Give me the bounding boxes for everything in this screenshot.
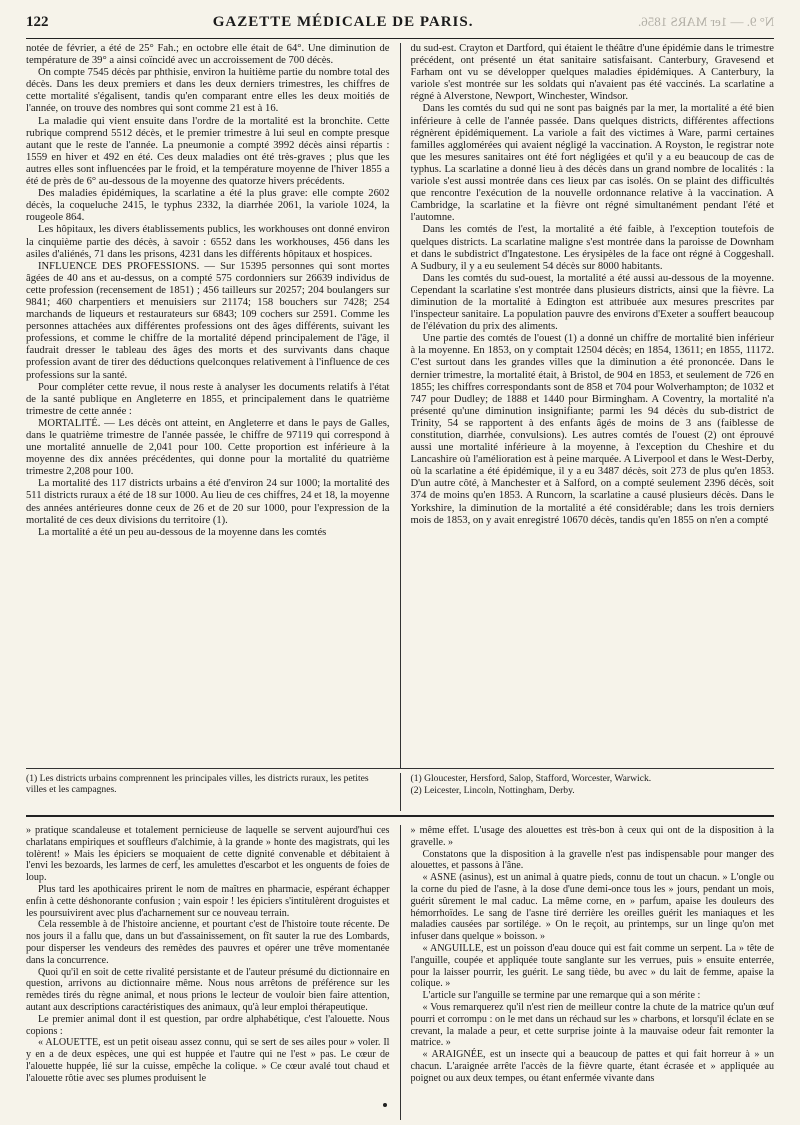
- footnotes-right: [411, 773, 775, 811]
- paragraph: Pour compléter cette revue, il nous reste à analyser les documents relatifs à l'état de la santé publique en Angleterre en 1855, et principalement dans le quatrième trimestre de cette année :: [26, 381, 390, 417]
- paragraph: « Vous remarquerez qu'il n'est rien de meilleur contre la chute de la matrice qu'un œuf pourri et corrompu : on le met dans un réchaud sur les » charbons, et lorsqu'il éclate en se crevant, la malade a peur, et cette surprise jointe à la mauvaise odeur fait remonter la matrice. »: [410, 1001, 774, 1049]
- paragraph: Plus tard les apothicaires prirent le nom de maîtres en pharmacie, espérant échapper enfin à cette déshonorante confusion ; vain espoir ! les épiciers s'intitulèrent droguistes et les poursuivirent avec plus d'acharnement sur ce nouveau terrain.: [26, 883, 390, 919]
- paragraph: » même effet. L'usage des alouettes est très-bon à ceux qui ont de la disposition à la gravelle. »: [410, 825, 774, 848]
- paragraph: On compte 7545 décès par phthisie, environ la huitième partie du nombre total des décès. Dans les deux premiers et dans les deux derniers trimestres, les chiffres de cette mortalité s'égalisent, tandis qu'en comparant entre elles les deux moitiés de l'année, on trouve des nombres qui sont comme 21 est à 16.: [26, 67, 390, 115]
- paragraph: Des maladies épidémiques, la scarlatine a été la plus grave: elle compte 2602 décès, la coqueluche 2415, le typhus 2332, la diarrhée 2061, la variole 1024, la rougeole 864.: [26, 188, 390, 224]
- paragraph: Une partie des comtés de l'ouest (1) a donné un chiffre de mortalité bien inférieur à la moyenne. En 1853, on y comptait 12504 décès; en 1854, 13611; en 1855, 11172. C'est surtout dans les grandes villes que la diminution a été prononcée. Dans le dernier trimestre, la mortalité était, à Bristol, de 904 en 1853, et seulement de 726 en 1855; les chiffres correspondants sont de 858 et 704 pour Wolverhampton; de 1032 et 747 pour Dudley; de 1888 et 1440 pour Birmingham. A Coventry, la mortalité n'a présenté qu'une diminution insignifiante; parmi les 94 décès du sub-district de Trinity, 54 se rapportent à des enfants âgés de moins de 3 ans (faiblesse de constitution, diarrhée, convulsions). Les autres comtés de l'ouest (2) ont éprouvé aussi une mortalité inférieure à la moyenne, à l'exception du Cheshire et du Lancashire où l'amélioration est à peine marquée. A Liverpool et dans le West-Derby, où la scarlatine a été épidémique, il y a eu 3487 décès, soit 273 de plus qu'en 1853. D'un autre côté, à Manchester et à Salford, on a compté seulement 2396 décès, soit 374 de moins qu'en 1853. A Runcorn, la scarlatine a causé plusieurs décès. Dans le Yorkshire, la diminution de la mortalité a été considérable; dans les trois derniers mois de 1853, on y avait enregistré 10670 décès, tandis qu'en 1855 on n'en a compté: [410, 333, 774, 526]
- paragraph: Quoi qu'il en soit de cette rivalité persistante et de l'auteur présumé du dictionnaire en question, arrivons au dictionnaire même. Nous nous arrêtons de préférence sur les remèdes tirés du règne animal, et nous prions le lecteur de vouloir bien faire attention, autant aux descriptions caractéristiques des animaux, qu'à leur emploi thérapeutique.: [26, 966, 390, 1013]
- page-number: 122: [26, 14, 49, 30]
- column-rule: [400, 43, 401, 768]
- feuilleton-left-column: [26, 825, 390, 1120]
- paragraph-araignee: « ARAIGNÉE, est un insecte qui a beaucoup de pattes et qui fait horreur à » un chacun. L'araignée arrête l'accès de la fièvre quarte, étant écrasée et » appliquée au poignet ou aux deux tempes, ou étant enfermée vivante dans: [410, 1049, 774, 1084]
- paragraph: notée de février, a été de 25° Fah.; en octobre elle était de 64°. Une diminution de température de 39° a ainsi coïncidé avec un accroissement de 700 décès.: [26, 43, 390, 67]
- paragraph: Dans les comtés du sud-ouest, la mortalité a été aussi au-dessous de la moyenne. Cependant la scarlatine s'est montrée dans plusieurs districts, ainsi que la fièvre. La diminution de la mortalité à Edington est attribuée aux mesures prescrites par l'inspecteur sanitaire. La population pauvre des environs d'Exeter a souffert beaucoup de l'élévation du prix des aliments.: [410, 272, 774, 333]
- paragraph: du sud-est. Crayton et Dartford, qui étaient le théâtre d'une épidémie dans le trimestre précédent, ont présenté un état sanitaire satisfaisant. Canterbury, Gravesend et Farham ont vu se développer quelques maladies épidémiques. A Canterbury, la variole s'est montrée sur les soldats qui n'avaient pas été vaccinés. La scarlatine a régné à Alverstone, Newport, Winchester, Windsor.: [410, 43, 774, 103]
- paragraph: Dans les comtés de l'est, la mortalité a été faible, à l'exception toutefois de quelques districts. La scarlatine maligne s'est montrée dans la paroisse de Downham et dans le subdistrict d'Ingatestone. Les érysipèles de la face ont régné à Coggeshall. A Sudbury, il y a eu seulement 54 décès sur 8000 habitants.: [410, 224, 774, 272]
- paragraph: Le premier animal dont il est question, par ordre alphabétique, c'est l'alouette. Nous copions :: [26, 1013, 390, 1037]
- paragraph: La mortalité des 117 districts urbains a été d'environ 24 sur 1000; la mortalité des 511 districts ruraux a été de 18 sur 1000. Au lieu de ces chiffres, 24 et 18, la moyenne des années antérieures donne ceux de 26 et de 20 sur 1000, pour l'expression de la mortalité de ces deux divisions du territoire (1).: [26, 478, 390, 526]
- paragraph: » pratique scandaleuse et totalement pernicieuse de laquelle se servent aujourd'hui ces charlatans empiriques et souffleurs d'alchimie, à la grande » honte des magistrats, qui les tolèrent! » Mais les épiciers se moquaient de cette dignité convenable et débitaient à l'envi les bezoards, les larmes de cerf, les amulettes d'escarbot et les onguents de foies de loup.: [26, 825, 390, 884]
- footnotes-left: [26, 773, 390, 811]
- paragraph: La maladie qui vient ensuite dans l'ordre de la mortalité est la bronchite. Cette rubrique comprend 5512 décès, et le premier trimestre à lui seul en compte presque autant que le reste de l'année. La pneumonie a compté 3992 décès ainsi répartis : 1559 en hiver et 492 en été. Ces deux maladies ont été très-graves ; plus que les autres elles sont influencées par le froid, et la température moyenne de l'hiver 1855 a été de près de 6° au-dessous de la moyenne des quatorze hivers précédents.: [26, 115, 390, 188]
- footnote: (2) Leicester, Lincoln, Nottingham, Derby.: [410, 785, 575, 796]
- footnote: (1) Les districts urbains comprennent les principales villes, les districts ruraux, les petites villes et les campagnes.: [26, 773, 369, 795]
- paragraph: Les hôpitaux, les divers établissements publics, les workhouses ont donné environ la cinquième partie des décès, à savoir : 6552 dans les workhouses, 456 dans les asiles d'aliénés, 71 dans les prisons, 4231 dans les différents hôpitaux et hospices.: [26, 224, 390, 260]
- issue-date-bleedthrough: N° 9. — 1er MARS 1856.: [637, 14, 774, 29]
- running-head: GAZETTE MÉDICALE DE PARIS.: [212, 14, 474, 30]
- main-article: [26, 43, 774, 768]
- page-header: [26, 14, 774, 39]
- column-rule: [400, 825, 401, 1120]
- paragraph-mortalite: MORTALITÉ. — Les décès ont atteint, en Angleterre et dans le pays de Galles, dans le quatrième trimestre de l'année passée, le chiffre de 97119 qui correspond à une mortalité annuelle de 2,041 pour 100. Cette proportion est inférieure à la moyenne des dix années précédentes, qui donne pour la mortalité du quatrième trimestre 2,208 pour 100.: [26, 417, 390, 478]
- paragraph: Constatons que la disposition à la gravelle n'est pas indispensable pour manger des alouettes, et passons à l'âne.: [410, 848, 774, 872]
- feuilleton-separator: [26, 815, 774, 817]
- paragraph-professions: INFLUENCE DES PROFESSIONS. — Sur 15395 personnes qui sont mortes âgées de 40 ans et au-dessus, on a compté 575 cordonniers sur 26639 individus de cette profession (recensement de 1851) ; 456 tailleurs sur 20257; 204 boulangers sur 9841; 460 charpentiers et menuisiers sur 21174; 158 bouchers sur 7428; 254 marchands de liqueurs et restaurateurs sur 6843; 109 cochers sur 2591. Comme les personnes attachées aux différentes professions ont des âges différents, suivant les professions, et comme le chiffre de la mortalité dépend principalement de l'âge, il faudrait dresser le tableau des âges des morts et des survivants dans chaque profession avant de tirer des déductions quelconques relativement à l'influence de ces professions sur la santé.: [26, 260, 390, 381]
- right-column: [411, 43, 775, 768]
- footnote: (1) Gloucester, Hersford, Salop, Stafford, Worcester, Warwick.: [410, 773, 652, 784]
- footnotes: [26, 768, 774, 811]
- paragraph: Cela ressemble à de l'histoire ancienne, et pourtant c'est de l'histoire toute récente. De nos jours il a fallu que, dans un but d'assainissement, on fît sauter la rue des Lombards, pour disperser les vendeurs des remèdes des pauvres et opérer une trêve momentanée dans la concurrence.: [26, 919, 390, 966]
- feuilleton-right-column: [411, 825, 775, 1120]
- paragraph-anguille: « ANGUILLE, est un poisson d'eau douce qui est fait comme un serpent. La » tête de l'anguille, coupée et appliquée toute sanglante sur les verrues, puis » ensuite enterrée, pour la laisser pourrir, les guérit. Le sang tiède, bu avec » du lait de femme, apaise la colique. »: [410, 942, 774, 990]
- paragraph: Dans les comtés du sud qui ne sont pas baignés par la mer, la mortalité a été bien inférieure à celle de l'année passée. Dans quelques districts, différentes affections régnèrent épidémiquement. La variole a fait des victimes à Ware, parmi certaines familles agglomérées qui avaient négligé la vaccination. A Royston, le registrar note que les mesures sanitaires ont été fort négligées et qu'il y a eu beaucoup de cas de typhus. La scarlatine a donné lieu à des décès dans un grand nombre de localités : la variole s'est aussi montrée dans ces lieux par cas isolés. On se plaint des difficultés que rencontre l'exécution de la nouvelle ordonnance relative à la vaccination. A Cambridge, la scarlatine et la fièvre ont régné simultanément pendant l'été et l'automne.: [410, 103, 774, 224]
- paragraph-asne: « ASNE (asinus), est un animal à quatre pieds, connu de tout un chacun. » L'ongle ou la corne du pied de l'asne, à la dose d'une demi-once tous les » jours, pendant un mois, guérit sûrement le mal caduc. La même corne, en » parfum, apaise les douleurs des hémorrhoïdes. Le sang de l'asne tiré derrière les oreilles guérit les maniaques et les maladies causées par sortilége. » On le reçoit, au printemps, sur un linge qu'on met infuser dans quelque » boisson. »: [410, 872, 774, 943]
- paragraph: La mortalité a été un peu au-dessous de la moyenne dans les comtés: [38, 526, 327, 538]
- paragraph: L'article sur l'anguille se termine par une remarque qui a son mérite :: [422, 990, 701, 1002]
- column-rule: [400, 773, 401, 811]
- ink-dot: [383, 1103, 387, 1107]
- feuilleton: [26, 825, 774, 1120]
- left-column: [26, 43, 390, 768]
- paragraph-alouette: « ALOUETTE, est un petit oiseau assez connu, qui se sert de ses ailes pour » voler. Il y en a de deux espèces, une qui est huppée et l'autre qui ne l'est » pas. Le cœur de l'alouette huppée, lié sur la cuisse, empêche la colique. » Ce cœur avalé tout chaud et l'alouette rôtie avec ses plumes produisent le: [26, 1037, 390, 1084]
